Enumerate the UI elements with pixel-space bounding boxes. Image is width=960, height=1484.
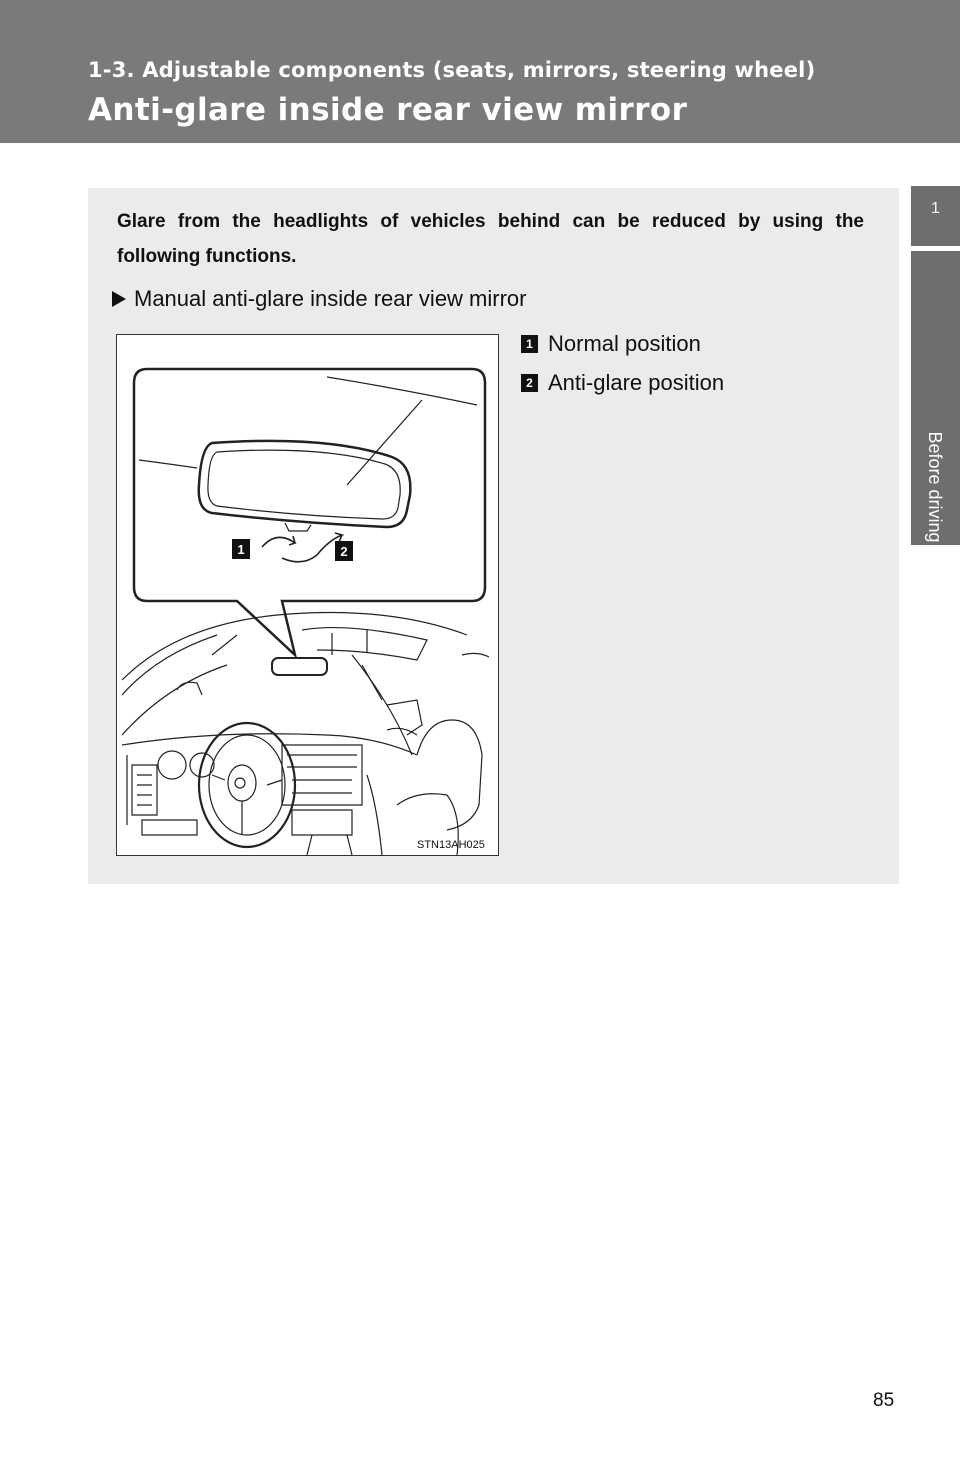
mirror-illustration: [116, 334, 499, 856]
legend-item-anti-glare: [521, 370, 724, 396]
figure-code: STN13AH025: [417, 839, 485, 851]
intro-text: Glare from the headlights of vehicles behind can be reduced by using the following functions.: [117, 211, 864, 267]
page-number: 85: [873, 1390, 895, 1411]
badge-1: 1: [521, 335, 538, 353]
callout-label-2: 2: [340, 544, 348, 559]
legend-label-normal: Normal position: [548, 331, 701, 356]
section-label: 1-3. Adjustable components (seats, mirrors, steering wheel): [88, 58, 816, 82]
legend-label-anti-glare: Anti-glare position: [548, 370, 725, 395]
callout-label-1: 1: [237, 542, 245, 557]
triangle-bullet-icon: [112, 291, 126, 307]
badge-2: 2: [521, 374, 538, 392]
chapter-number: 1: [912, 197, 959, 247]
page-title: Anti-glare inside rear view mirror: [88, 92, 688, 128]
bullet-item: [112, 286, 526, 312]
bullet-text: Manual anti-glare inside rear view mirror: [134, 286, 527, 311]
legend-item-normal: [521, 331, 701, 357]
chapter-name: Before driving: [925, 431, 945, 543]
mirror-illustration-drawing: [117, 335, 498, 855]
